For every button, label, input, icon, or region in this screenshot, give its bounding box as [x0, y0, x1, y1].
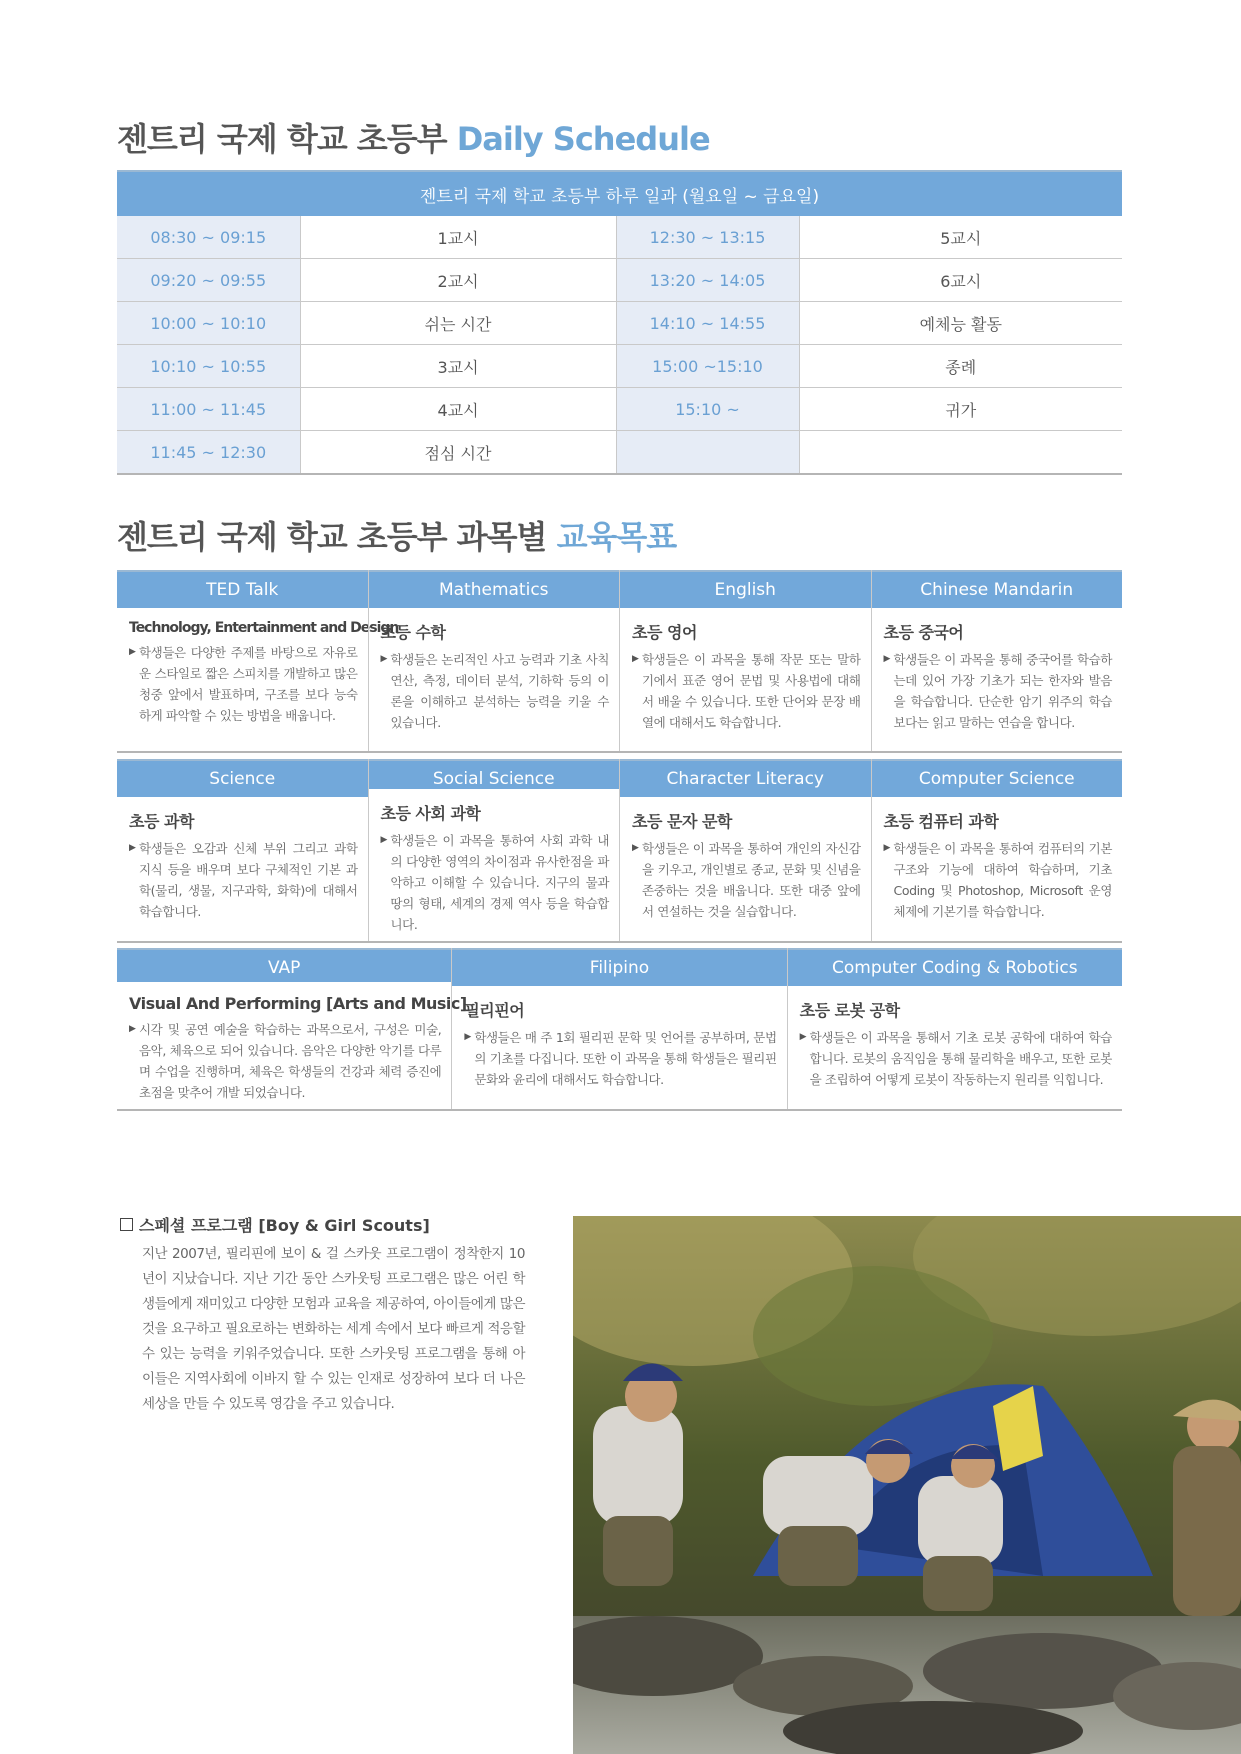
checkbox-square-icon — [120, 1218, 133, 1231]
subjects-row — [117, 948, 1122, 1111]
activity-cell: 3교시 — [300, 345, 616, 388]
subject-header: Social Science — [369, 759, 620, 789]
subject-social-science — [368, 759, 620, 941]
subject-subtitle: 초등 과학 — [129, 812, 194, 831]
title-accent-text: Daily Schedule — [456, 120, 710, 158]
subject-chinese-mandarin — [871, 570, 1123, 751]
subject-header: VAP — [117, 948, 451, 982]
subject-description: 학생들은 이 과목을 통해 중국어를 학습하는데 있어 가장 기초가 되는 한자와 발음을 학습합니다. 단순한 암기 위주의 학습보다는 읽고 말하는 연습을 합니다. — [893, 652, 1112, 730]
activity-cell: 6교시 — [799, 259, 1122, 302]
subject-subtitle: 초등 중국어 — [883, 623, 964, 642]
time-cell — [616, 431, 799, 475]
subject-header: Filipino — [452, 948, 786, 986]
subject-mathematics — [368, 570, 620, 751]
time-cell: 15:10 ~ — [616, 388, 799, 431]
subject-header: Mathematics — [369, 570, 620, 608]
table-row — [117, 388, 1122, 431]
bullet-icon: ▶ — [799, 1032, 807, 1042]
bullet-icon: ▶ — [883, 843, 891, 853]
subject-english — [619, 570, 871, 751]
subject-science — [117, 759, 368, 941]
special-heading — [120, 1213, 525, 1236]
subject-header: Character Literacy — [620, 759, 871, 797]
subject-subtitle: 초등 로봇 공학 — [799, 1001, 900, 1020]
schedule-caption: 젠트리 국제 학교 초등부 하루 일과 (월요일 ~ 금요일) — [117, 171, 1122, 216]
activity-cell: 2교시 — [300, 259, 616, 302]
scouts-photo — [573, 1216, 1241, 1754]
activity-cell: 4교시 — [300, 388, 616, 431]
bullet-icon: ▶ — [380, 654, 388, 664]
bullet-icon: ▶ — [129, 647, 136, 657]
activity-cell: 종례 — [799, 345, 1122, 388]
time-cell: 11:00 ~ 11:45 — [117, 388, 300, 431]
special-description: 지난 2007년, 필리핀에 보이 & 걸 스카웃 프로그램이 정착한지 10년이 지났습니다. 지난 기간 동안 스카웃팅 프로그램은 많은 어린 학생들에게 재미있고 다양한 모험과 교육을 제공하여, 아이들에게 많은 것을 요구하고 필요로하는 변화하는 세계 속에서 보다 빠르게 적응할 수 있는 능력을 키워주었습니다. 또한 스카웃팅 프로그램을 통해 아이들은 지역사회에 이바지 할 수 있는 인재로 성장하여 보다 더 나은 세상을 만들 수 있도록 영감을 주고 있습니다. — [142, 1246, 525, 1412]
subject-header: English — [620, 570, 871, 608]
title-main-text: 젠트리 국제 학교 초등부 과목별 — [117, 518, 557, 556]
subject-header: Computer Coding & Robotics — [788, 948, 1122, 986]
table-row — [117, 345, 1122, 388]
subject-description: 학생들은 다양한 주제를 바탕으로 자유로운 스타일로 짧은 스피치를 개발하고 많은 청중 앞에서 발표하며, 구조를 보다 능숙하게 파악할 수 있는 방법을 배웁니다. — [139, 645, 358, 723]
table-row — [117, 302, 1122, 345]
subject-vap — [117, 948, 467, 1109]
subject-description: 학생들은 매 주 1회 필리핀 문학 및 언어를 공부하며, 문법의 기초를 다집니다. 또한 이 과목을 통해 학생들은 필리핀 문화와 윤리에 대해서도 학습합니다. — [474, 1030, 777, 1087]
subject-header: Science — [117, 759, 368, 797]
activity-cell: 5교시 — [799, 216, 1122, 259]
time-cell: 13:20 ~ 14:05 — [616, 259, 799, 302]
subject-subtitle: 초등 컴퓨터 과학 — [883, 812, 999, 831]
activity-cell — [799, 431, 1122, 475]
time-cell: 10:10 ~ 10:55 — [117, 345, 300, 388]
subject-filipino — [451, 948, 786, 1109]
subject-computer-science — [871, 759, 1123, 941]
subject-subtitle: Technology, Entertainment and Design — [129, 620, 399, 636]
subject-description: 학생들은 이 과목을 통하여 컴퓨터의 기본 구조와 기능에 대하여 학습하며, 기초 Coding 및 Photoshop, Microsoft 운영체제에 기본기를 학습합니다. — [893, 841, 1112, 919]
subjects-row — [117, 570, 1122, 753]
time-cell: 09:20 ~ 09:55 — [117, 259, 300, 302]
activity-cell: 1교시 — [300, 216, 616, 259]
activity-cell: 예체능 활동 — [799, 302, 1122, 345]
time-cell: 15:00 ~15:10 — [616, 345, 799, 388]
subject-description: 학생들은 오감과 신체 부위 그리고 과학 지식 등을 배우며 보다 구체적인 기본 과학(물리, 생물, 지구과학, 화학)에 대해서 학습합니다. — [139, 841, 358, 919]
subjects-row — [117, 759, 1122, 943]
subject-ted-talk — [117, 570, 399, 751]
subject-subtitle: Visual And Performing [Arts and Music] — [129, 994, 467, 1013]
table-row — [117, 431, 1122, 475]
special-program — [120, 1213, 525, 1417]
title-accent-text: 교육목표 — [556, 518, 677, 556]
subject-description: 학생들은 이 과목을 통하여 개인의 자신감을 키우고, 개인별로 종교, 문화 및 신념을 존중하는 것을 배웁니다. 또한 대중 앞에서 연설하는 것을 실습합니다. — [642, 841, 861, 919]
page-title-subjects — [117, 512, 676, 558]
bullet-icon: ▶ — [632, 654, 639, 664]
activity-cell: 귀가 — [799, 388, 1122, 431]
activity-cell: 점심 시간 — [300, 431, 616, 475]
special-heading-text: 스페셜 프로그램 [Boy & Girl Scouts] — [139, 1216, 430, 1235]
subject-header: TED Talk — [117, 570, 368, 608]
page-title-schedule — [117, 114, 710, 160]
bullet-icon: ▶ — [129, 843, 136, 853]
bullet-icon: ▶ — [464, 1032, 471, 1042]
time-cell: 14:10 ~ 14:55 — [616, 302, 799, 345]
subject-computer-coding-robotics — [787, 948, 1122, 1109]
bullet-icon: ▶ — [883, 654, 891, 664]
subject-subtitle: 초등 문자 문학 — [632, 812, 732, 831]
subject-subtitle: 초등 수학 — [380, 623, 446, 642]
time-cell: 12:30 ~ 13:15 — [616, 216, 799, 259]
activity-cell: 쉬는 시간 — [300, 302, 616, 345]
time-cell: 11:45 ~ 12:30 — [117, 431, 300, 475]
title-main-text: 젠트리 국제 학교 초등부 — [117, 120, 457, 158]
subject-description: 시각 및 공연 예술을 학습하는 과목으로서, 구성은 미술, 음악, 체육으로 되어 있습니다. 음악은 다양한 악기를 다루며 수업을 진행하며, 체육은 학생들의 건강과 체력 증진에 초점을 맞추어 개발 되었습니다. — [139, 1022, 442, 1100]
subject-header: Chinese Mandarin — [872, 570, 1123, 608]
subject-subtitle: 초등 영어 — [632, 623, 697, 642]
subject-description: 학생들은 이 과목을 통하여 사회 과학 내의 다양한 영역의 차이점과 유사한점을 파악하고 이해할 수 있습니다. 지구의 물과 땅의 형태, 세계의 경제 역사 등을 학습합니다. — [390, 833, 609, 932]
bullet-icon: ▶ — [632, 843, 639, 853]
subject-description: 학생들은 논리적인 사고 능력과 기초 사칙연산, 측정, 데이터 분석, 기하학 등의 이론을 이해하고 분석하는 능력을 키울 수 있습니다. — [390, 652, 609, 730]
table-row — [117, 216, 1122, 259]
subject-character-literacy — [619, 759, 871, 941]
bullet-icon: ▶ — [380, 835, 388, 845]
table-row — [117, 259, 1122, 302]
bullet-icon: ▶ — [129, 1024, 136, 1034]
time-cell: 08:30 ~ 09:15 — [117, 216, 300, 259]
schedule-table — [117, 170, 1122, 475]
subject-description: 학생들은 이 과목을 통해 작문 또는 말하기에서 표준 영어 문법 및 사용법에 대해서 배울 수 있습니다. 또한 단어와 문장 배열에 대해서도 학습합니다. — [642, 652, 861, 730]
subject-subtitle: 초등 사회 과학 — [380, 804, 481, 823]
subject-header: Computer Science — [872, 759, 1123, 797]
subject-description: 학생들은 이 과목을 통해서 기초 로봇 공학에 대하여 학습 합니다. 로봇의 움직임을 통해 물리학을 배우고, 또한 로봇을 조립하여 어떻게 로봇이 작동하는지 원리를 익힙니다. — [809, 1030, 1112, 1087]
subject-subtitle: 필리핀어 — [464, 1001, 525, 1020]
time-cell: 10:00 ~ 10:10 — [117, 302, 300, 345]
